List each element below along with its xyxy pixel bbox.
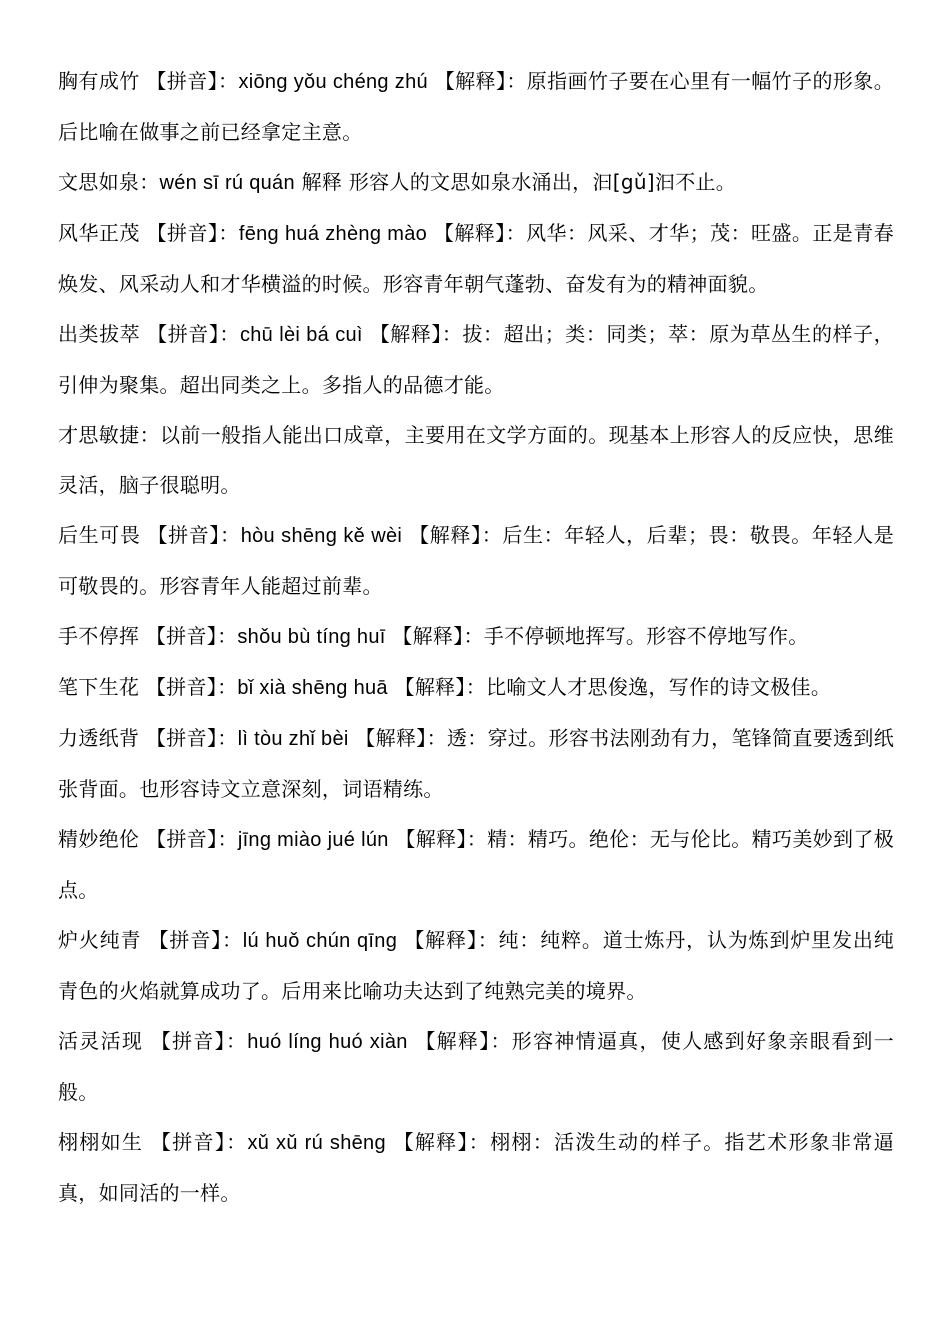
pinyin-text: chū lèi bá cuì [239, 324, 363, 346]
pinyin-label: 【拼音】： [147, 523, 241, 547]
explanation-label: 【解释】： [392, 624, 484, 648]
explanation-text: 精：精巧。绝伦：无与伦比。精巧美妙到了极点。 [58, 827, 895, 902]
idiom-entry [58, 56, 894, 157]
explanation-text: 手不停顿地挥写。形容不停地写作。 [483, 624, 809, 648]
pinyin-text: xǔ xǔ rú shēng [247, 1132, 386, 1154]
pinyin-label: 【拼音】： [148, 928, 243, 952]
idiom-entry [58, 309, 894, 410]
pinyin-text: shǒu bù tíng huī [237, 626, 386, 648]
pinyin-label: 【拼音】： [150, 1029, 248, 1053]
pinyin-text: bǐ xià shēng huā [237, 677, 388, 699]
explanation-label: 【解释】： [434, 69, 527, 93]
pinyin-text: wén sī rú quán [159, 172, 295, 194]
idiom-entry [58, 713, 894, 814]
pinyin-label: 【拼音】： [147, 322, 240, 346]
pinyin-text: huó líng huó xiàn [247, 1031, 408, 1053]
idiom-term: 笔下生花 [58, 675, 140, 699]
idiom-term: 出类拔萃 [58, 322, 141, 346]
explanation-text: 纯：纯粹。道士炼丹，认为炼到炉里发出纯青色的火焰就算成功了。后用来比喻功夫达到了纯熟完美的境界。 [58, 928, 894, 1003]
idiom-entry [58, 1117, 894, 1218]
explanation-label: 【解释】： [395, 827, 488, 851]
explanation-text: 栩栩：活泼生动的样子。指艺术形象非常逼真，如同活的一样。 [58, 1130, 894, 1205]
idiom-term: 手不停挥 [58, 624, 140, 648]
idiom-term: 活灵活现 [58, 1029, 144, 1053]
idiom-term: 文思如泉： [58, 170, 160, 194]
idiom-entry [58, 157, 894, 208]
pinyin-text: hòu shēng kě wèi [240, 525, 403, 547]
explanation-text: 后生：年轻人，后辈；畏：敬畏。年轻人是可敬畏的。形容青年人能超过前辈。 [58, 523, 895, 598]
explanation-label: 【解释】： [369, 322, 463, 346]
pinyin-text: jīng miào jué lún [237, 829, 389, 851]
idiom-term: 风华正茂 [58, 221, 140, 245]
idiom-term: 力透纸背 [58, 726, 140, 750]
explanation-label: 【解释】： [409, 523, 503, 547]
idiom-entry [58, 611, 894, 662]
explanation-text: 比喻文人才思俊逸，写作的诗文极佳。 [486, 675, 832, 699]
explanation-text: 风华：风采、才华；茂：旺盛。正是青春焕发、风采动人和才华横溢的时候。形容青年朝气蓬勃、奋发有为的精神面貌。 [58, 221, 895, 296]
explanation-label: 【解释】： [404, 928, 499, 952]
explanation-text: 形容人的文思如泉水涌出，汩[gǔ]汩不止。 [348, 170, 737, 194]
pinyin-label: 【拼音】： [145, 624, 238, 648]
pinyin-label: 【拼音】： [146, 221, 239, 245]
explanation-text: 以前一般指人能出口成章，主要用在文学方面的。现基本上形容人的反应快，思维灵活，脑子很聪明。 [58, 423, 894, 497]
idiom-term: 后生可畏 [58, 523, 141, 547]
explanation-label: 【解释】： [394, 675, 487, 699]
pinyin-text: fēng huá zhèng mào [238, 223, 428, 245]
explanation-text: 拔：超出；类：同类；萃：原为草丛生的样子，引伸为聚集。超出同类之上。多指人的品德才能。 [58, 322, 894, 397]
idiom-term: 才思敏捷： [58, 423, 160, 447]
explanation-text: 形容神情逼真，使人感到好象亲眼看到一般。 [58, 1029, 895, 1104]
explanation-label: 【解释】： [393, 1130, 491, 1154]
pinyin-text: lú huǒ chún qīng [242, 930, 398, 952]
explanation-label: 【解释】： [355, 726, 447, 750]
idiom-entry [58, 662, 894, 713]
document-page [58, 56, 894, 1218]
pinyin-label: 【拼音】： [146, 69, 239, 93]
idiom-entry [58, 208, 894, 309]
idiom-term: 栩栩如生 [58, 1130, 144, 1154]
idiom-term: 炉火纯青 [58, 928, 142, 952]
explanation-label: 【解释】： [415, 1029, 512, 1053]
pinyin-text: lì tòu zhǐ bèi [237, 728, 349, 750]
explanation-text: 原指画竹子要在心里有一幅竹子的形象。后比喻在做事之前已经拿定主意。 [58, 69, 894, 144]
idiom-entry [58, 814, 894, 915]
idiom-term: 胸有成竹 [58, 69, 140, 93]
explanation-text: 透：穿过。形容书法刚劲有力，笔锋简直要透到纸张背面。也形容诗文立意深刻，词语精练。 [58, 726, 894, 801]
idiom-term: 精妙绝伦 [58, 827, 140, 851]
explanation-label: 【解释】： [433, 221, 527, 245]
explanation-label: 解释 [294, 170, 349, 194]
pinyin-label: 【拼音】： [145, 675, 238, 699]
idiom-entry [58, 1016, 894, 1117]
pinyin-label: 【拼音】： [146, 827, 238, 851]
pinyin-label: 【拼音】： [150, 1130, 248, 1154]
pinyin-label: 【拼音】： [145, 726, 238, 750]
pinyin-text: xiōng yǒu chéng zhú [238, 71, 428, 93]
idiom-entry [58, 510, 894, 611]
idiom-entry [58, 410, 894, 510]
idiom-entry [58, 915, 894, 1016]
